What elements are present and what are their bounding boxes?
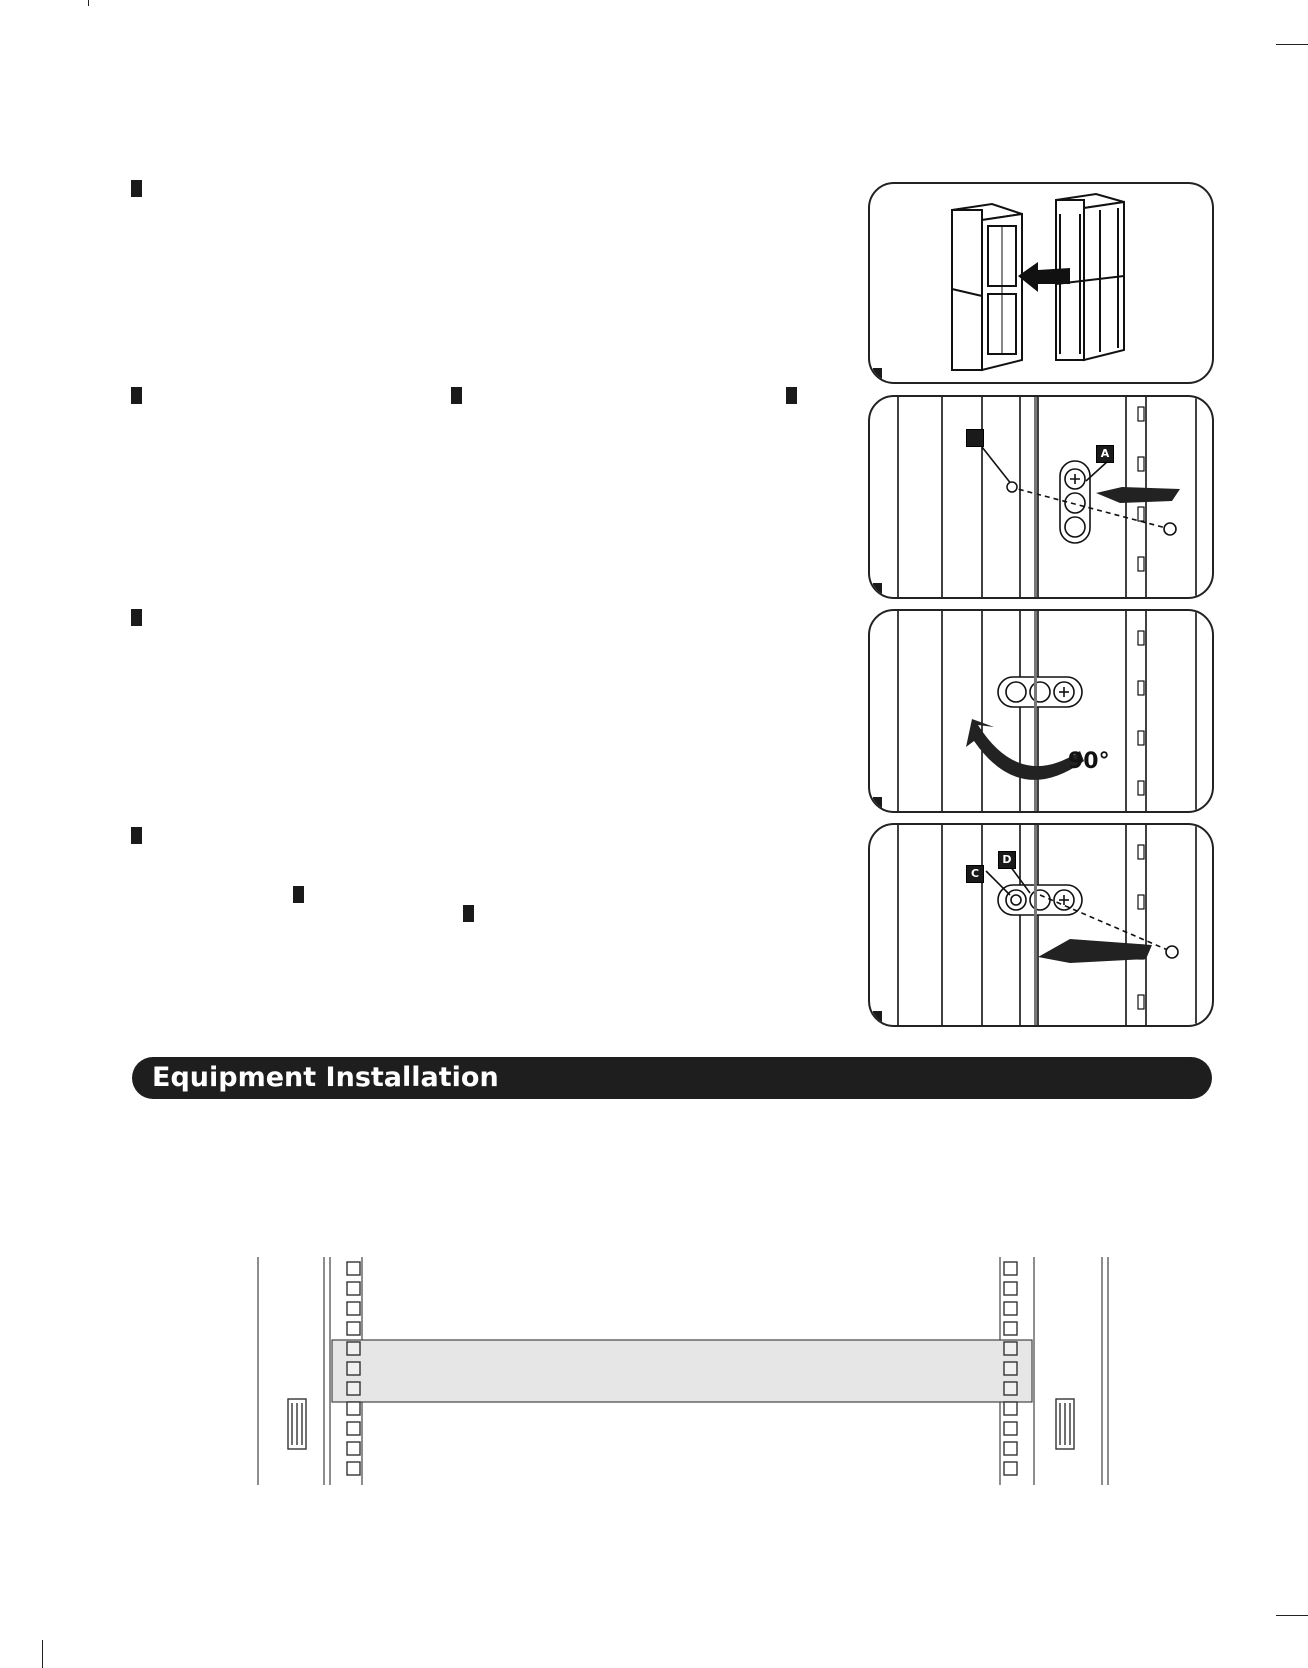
step-marker-2c xyxy=(786,387,797,404)
crop-mark-bottom-right xyxy=(1276,1615,1308,1616)
rack-rail-diagram xyxy=(250,1255,1150,1495)
step-marker-4 xyxy=(131,827,142,844)
rotation-angle-label: 90° xyxy=(1068,749,1110,774)
step-marker-4c xyxy=(463,905,474,922)
reinstall-illustration xyxy=(870,825,1212,1025)
rotate-illustration xyxy=(870,611,1212,811)
figure-rotate-bracket xyxy=(868,609,1214,813)
figure-reinstall-screw xyxy=(868,823,1214,1027)
figure-tag-1 xyxy=(873,368,882,379)
figure-tag-3 xyxy=(873,797,882,808)
right-rail-holes xyxy=(1004,1262,1017,1475)
callout-blank xyxy=(966,429,984,447)
crop-mark-bottom-left xyxy=(42,1640,43,1668)
step-marker-4b xyxy=(293,886,304,903)
rack-pair-illustration xyxy=(870,184,1212,382)
figure-cage-nut-removal xyxy=(868,395,1214,599)
step-marker-2a xyxy=(131,387,142,404)
crop-mark-top-right xyxy=(1276,44,1308,45)
section-banner-equipment-installation: Equipment Installation xyxy=(132,1057,1212,1099)
callout-a: A xyxy=(1096,445,1114,463)
left-rail-holes xyxy=(347,1262,360,1475)
cage-nut-illustration xyxy=(870,397,1212,597)
callout-d: D xyxy=(998,851,1016,869)
equipment-band xyxy=(332,1340,1032,1402)
figure-rack-removal xyxy=(868,182,1214,384)
step-marker-2b xyxy=(451,387,462,404)
callout-c: C xyxy=(966,865,984,883)
step-marker-1 xyxy=(131,180,142,197)
crop-mark-top-left xyxy=(88,0,89,6)
step-marker-3 xyxy=(131,609,142,626)
figure-tag-4 xyxy=(873,1011,882,1022)
figure-tag-2 xyxy=(873,583,882,594)
